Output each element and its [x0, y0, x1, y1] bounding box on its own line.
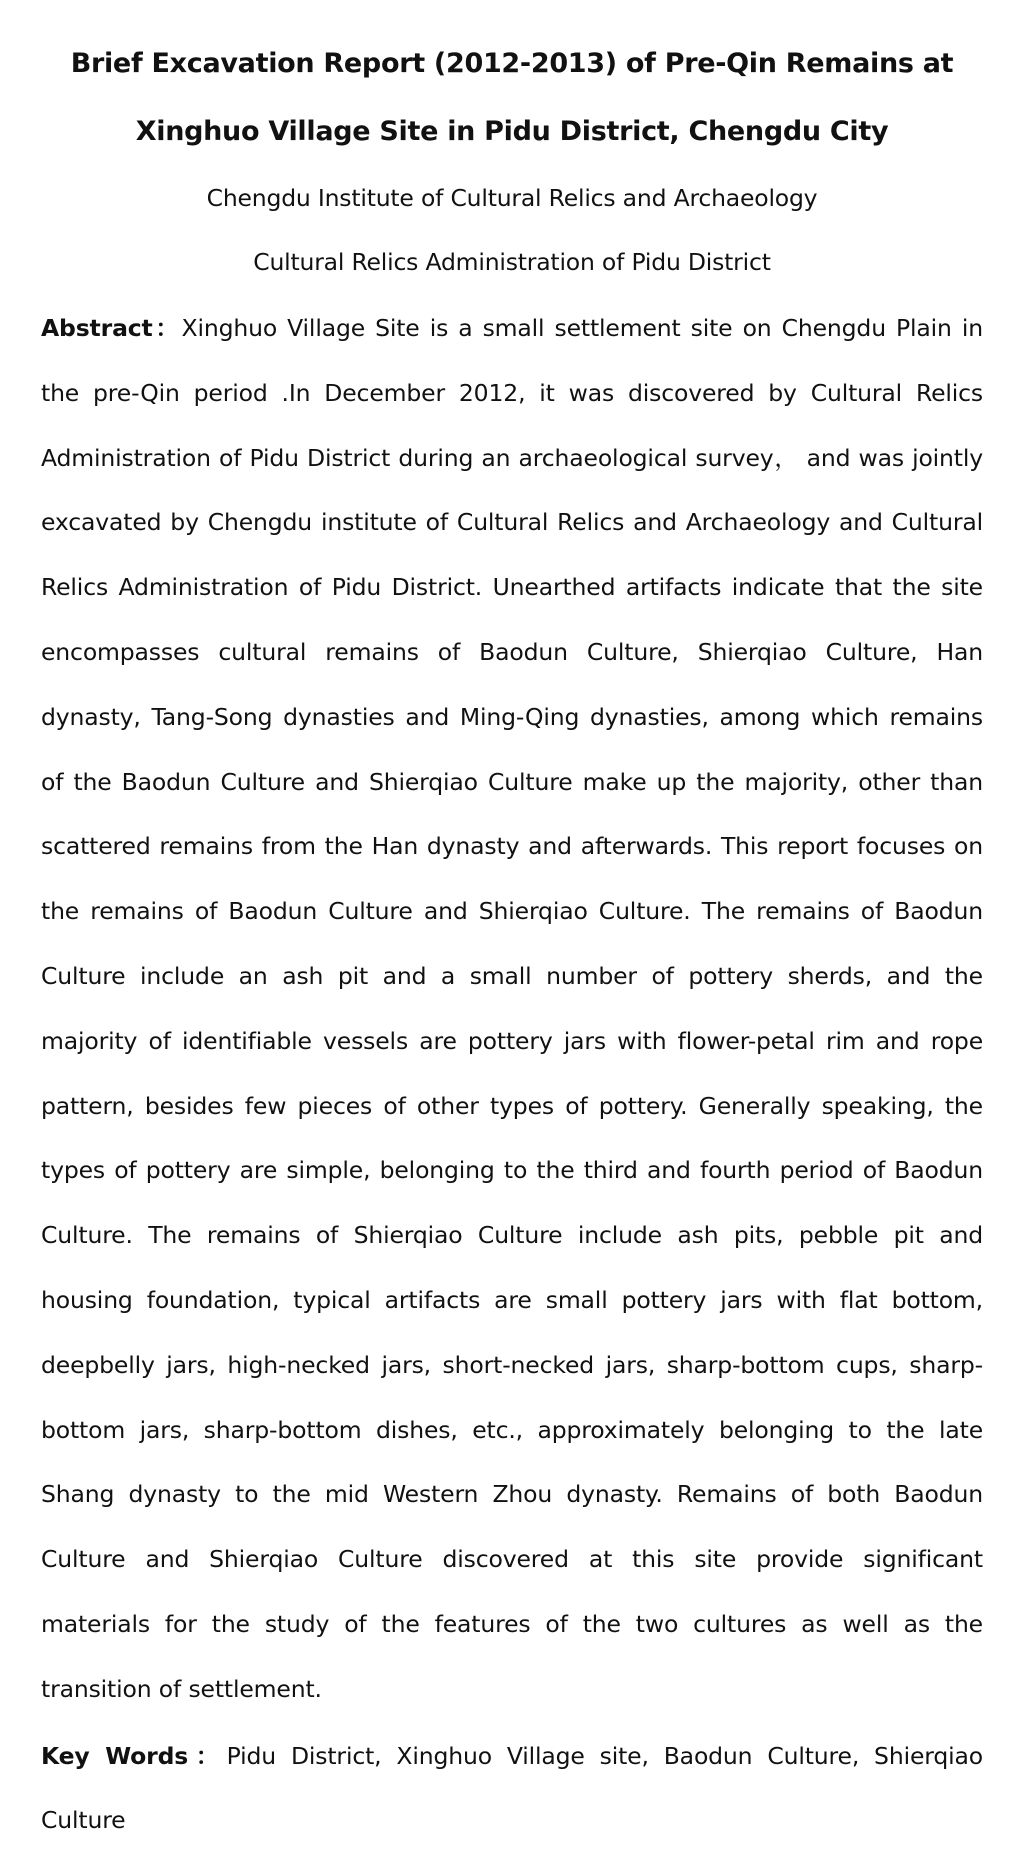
- abstract-paragraph: [41, 296, 983, 1722]
- abstract-text: Xinghuo Village Site is a small settlement site on Chengdu Plain in the pre-Qin period .In December 2012, it was discovered by Cultural Relics Administration of Pidu District during an archaeological survey， and was jointly excavated by Chengdu institute of Cultural Relics and Archaeology and Cultural Relics Administration of Pidu District. Unearthed artifacts indicate that the site encompasses cultural remains of Baodun Culture, Shierqiao Culture, Han dynasty, Tang-Song dynasties and Ming-Qing dynasties, among which remains of the Baodun Culture and Shierqiao Culture make up the majority, other than scattered remains from the Han dynasty and afterwards. This report focuses on the remains of Baodun Culture and Shierqiao Culture. The remains of Baodun Culture include an ash pit and a small number of pottery sherds, and the majority of identifiable vessels are pottery jars with flower-petal rim and rope pattern, besides few pieces of other types of pottery. Generally speaking, the types of pottery are simple, belonging to the third and fourth period of Baodun Culture. The remains of Shierqiao Culture include ash pits, pebble pit and housing foundation, typical artifacts are small pottery jars with flat bottom, deepbelly jars, high-necked jars, short-necked jars, sharp-bottom cups, sharp-bottom jars, sharp-bottom dishes, etc., approximately belonging to the late Shang dynasty to the mid Western Zhou dynasty. Remains of both Baodun Culture and Shierqiao Culture discovered at this site provide significant materials for the study of the features of the two cultures as well as the transition of settlement.: [41, 314, 983, 1703]
- abstract-label: Abstract：: [41, 314, 182, 342]
- keywords-paragraph: [41, 1724, 983, 1853]
- keywords-text: Pidu District, Xinghuo Village site, Baodun Culture, Shierqiao Culture: [41, 1741, 983, 1835]
- paper-title: Brief Excavation Report (2012-2013) of Pre-Qin Remains at Xinghuo Village Site in Pidu District, Chengdu City: [70, 48, 954, 147]
- keywords-label: Key Words：: [41, 1741, 227, 1770]
- affiliation-1: Chengdu Institute of Cultural Relics and Archaeology: [206, 184, 818, 212]
- affiliation-2: Cultural Relics Administration of Pidu District: [253, 248, 771, 276]
